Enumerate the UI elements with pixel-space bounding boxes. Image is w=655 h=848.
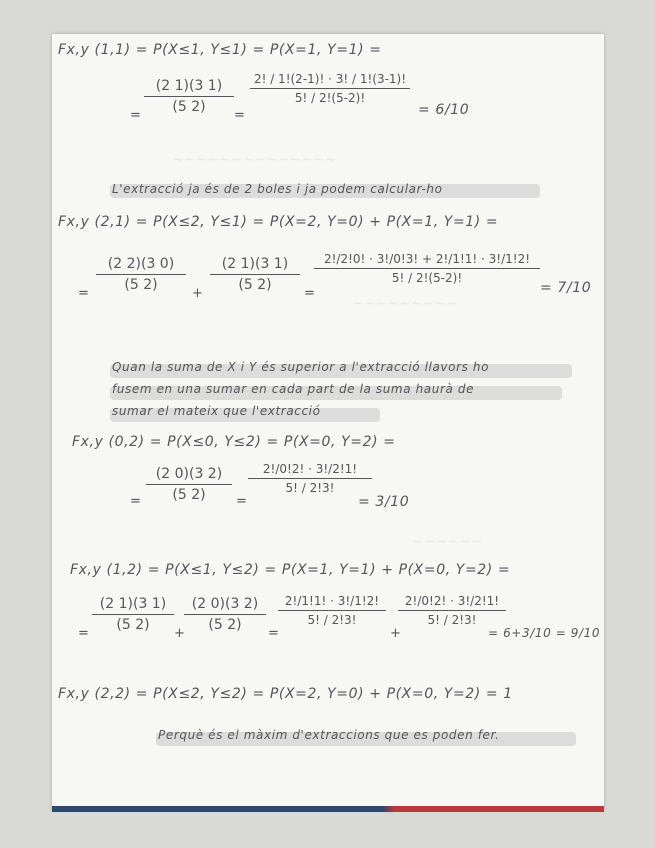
fraction-numerator: 2!/2!0! · 3!/0!3! + 2!/1!1! · 3!/1!2! xyxy=(323,252,531,266)
fraction-factorials-4b xyxy=(398,594,506,627)
fraction-denominator: (5 2) xyxy=(116,617,150,633)
equals-sign: = xyxy=(130,108,141,123)
fraction-binomials-4a xyxy=(92,596,174,633)
fraction-numerator: 2!/0!2! · 3!/2!1! xyxy=(262,462,358,476)
bleed-through-text: ~~~~~~~~~~~~~~ xyxy=(172,152,337,168)
note-paragraph-line-3: sumar el mateix que l'extracció xyxy=(112,404,321,418)
equation-line-4: Fx,y (1,2) = P(X≤1, Y≤2) = P(X=1, Y=1) + P(X=0, Y=2) = xyxy=(70,562,511,578)
note-line-final: Perquè és el màxim d'extraccions que es poden fer. xyxy=(158,728,500,742)
equals-sign: = xyxy=(234,108,245,123)
result-4: = 6+3/10 = 9/10 xyxy=(488,626,601,640)
fraction-denominator: 5! / 2!(5-2)! xyxy=(391,271,463,285)
fraction-binomials-2a xyxy=(96,256,186,293)
equals-sign: = xyxy=(236,494,247,509)
fraction-denominator: (5 2) xyxy=(238,277,272,293)
result-1: = 6/10 xyxy=(418,102,470,118)
fraction-bar xyxy=(210,274,300,275)
fraction-bar xyxy=(250,88,410,89)
fraction-bar xyxy=(184,614,266,615)
page-bottom-edge xyxy=(52,806,604,812)
fraction-numerator: (2 1)(3 1) xyxy=(99,596,167,612)
result-2: = 7/10 xyxy=(540,280,592,296)
bleed-through-text: ~~~~~~~~~ xyxy=(352,296,458,312)
equation-line-3: Fx,y (0,2) = P(X≤0, Y≤2) = P(X=0, Y=2) = xyxy=(72,434,396,450)
fraction-numerator: 2!/1!1! · 3!/1!2! xyxy=(284,594,380,608)
equals-sign: = xyxy=(304,286,315,301)
fraction-denominator: 5! / 2!3! xyxy=(427,613,477,627)
fraction-numerator: 2!/0!2! · 3!/2!1! xyxy=(404,594,500,608)
fraction-numerator: (2 1)(3 1) xyxy=(221,256,289,272)
notebook-page xyxy=(52,34,604,810)
bleed-through-text: ~~~~~~ xyxy=(412,534,483,550)
fraction-bar xyxy=(314,268,540,269)
note-line-1: L'extracció ja és de 2 boles i ja podem calcular-ho xyxy=(112,182,443,196)
fraction-bar xyxy=(398,610,506,611)
fraction-denominator: (5 2) xyxy=(172,99,206,115)
fraction-denominator: (5 2) xyxy=(124,277,158,293)
note-paragraph-line-1: Quan la suma de X i Y és superior a l'extracció llavors ho xyxy=(112,360,490,374)
fraction-numerator: (2 0)(3 2) xyxy=(155,466,223,482)
fraction-denominator: (5 2) xyxy=(172,487,206,503)
fraction-factorials-1 xyxy=(250,72,410,105)
fraction-bar xyxy=(96,274,186,275)
plus-sign: + xyxy=(390,626,401,641)
equation-line-2: Fx,y (2,1) = P(X≤2, Y≤1) = P(X=2, Y=0) + P(X=1, Y=1) = xyxy=(58,214,499,230)
fraction-binomials-1 xyxy=(144,78,234,115)
result-3: = 3/10 xyxy=(358,494,410,510)
equation-line-5: Fx,y (2,2) = P(X≤2, Y≤2) = P(X=2, Y=0) + P(X=0, Y=2) = 1 xyxy=(58,686,513,702)
fraction-factorials-2 xyxy=(314,252,540,285)
fraction-numerator: (2 2)(3 0) xyxy=(107,256,175,272)
fraction-bar xyxy=(144,96,234,97)
equals-sign: = xyxy=(78,286,89,301)
fraction-factorials-4a xyxy=(278,594,386,627)
fraction-numerator: (2 1)(3 1) xyxy=(155,78,223,94)
fraction-binomials-2b xyxy=(210,256,300,293)
fraction-bar xyxy=(278,610,386,611)
plus-sign: + xyxy=(174,626,185,641)
equals-sign: = xyxy=(130,494,141,509)
fraction-factorials-3 xyxy=(248,462,372,495)
fraction-binomials-3 xyxy=(146,466,232,503)
fraction-numerator: (2 0)(3 2) xyxy=(191,596,259,612)
fraction-numerator: 2! / 1!(2-1)! · 3! / 1!(3-1)! xyxy=(253,72,407,86)
plus-sign: + xyxy=(192,286,203,301)
fraction-bar xyxy=(92,614,174,615)
fraction-denominator: 5! / 2!(5-2)! xyxy=(294,91,366,105)
fraction-bar xyxy=(146,484,232,485)
equals-sign: = xyxy=(78,626,89,641)
note-paragraph-line-2: fusem en una sumar en cada part de la suma haurà de xyxy=(112,382,475,396)
fraction-bar xyxy=(248,478,372,479)
equals-sign: = xyxy=(268,626,279,641)
fraction-denominator: (5 2) xyxy=(208,617,242,633)
fraction-denominator: 5! / 2!3! xyxy=(307,613,357,627)
equation-line-1: Fx,y (1,1) = P(X≤1, Y≤1) = P(X=1, Y=1) = xyxy=(58,42,382,58)
fraction-binomials-4b xyxy=(184,596,266,633)
fraction-denominator: 5! / 2!3! xyxy=(285,481,335,495)
